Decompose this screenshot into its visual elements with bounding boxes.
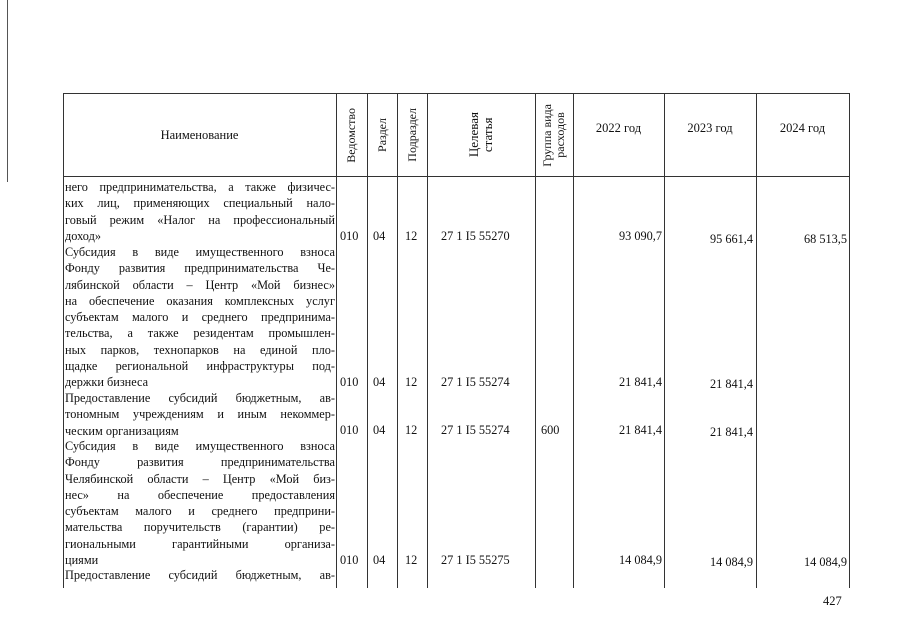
desc-line: субъектам малого и среднего предприни-: [65, 504, 335, 519]
row-0-description: [65, 179, 335, 244]
header-dept-text: Ведомство: [344, 107, 358, 163]
header-2022-text: 2022 год: [595, 121, 642, 135]
row-3-target: 27 1 I5 55275: [441, 553, 510, 567]
desc-line: Предоставление субсидий бюджетным, ав-: [65, 391, 335, 405]
row-1-dept: 010: [340, 375, 359, 389]
row-3-2024: 14 084,9: [803, 555, 847, 569]
row-3-dept: 010: [340, 553, 359, 567]
row-4-description: [65, 567, 335, 583]
row-2-2023: 21 841,4: [709, 425, 753, 439]
header-section: [367, 93, 397, 177]
desc-line: ких лиц, применяющих специальный нало-: [65, 196, 335, 211]
header-group-line1: Группа вида: [540, 103, 554, 167]
budget-table: [63, 93, 850, 588]
grid-line: [849, 93, 850, 588]
row-1-description: [65, 244, 335, 391]
row-1-2023: 21 841,4: [709, 377, 753, 391]
desc-line: доход»: [65, 228, 101, 243]
row-2-group: 600: [541, 423, 560, 437]
row-1-2022: 21 841,4: [618, 375, 662, 389]
row-3-2023: 14 084,9: [709, 555, 753, 569]
desc-line: Субсидия в виде имущественного взноса: [65, 439, 335, 453]
desc-line: ных парков, технопарков на единой пло-: [65, 342, 335, 357]
header-target: [427, 93, 535, 177]
row-2-2022: 21 841,4: [618, 423, 662, 437]
desc-line: циями: [65, 553, 99, 568]
row-1-section: 04: [373, 375, 386, 389]
page-number: 427: [823, 594, 842, 608]
desc-line: нес» на обеспечение предоставления: [65, 487, 335, 502]
desc-line: щадке региональной инфраструктуры под-: [65, 359, 335, 374]
desc-line: Фонду развития предпринимательства: [65, 455, 335, 470]
header-2023: [664, 93, 756, 177]
row-0-subsection: 12: [405, 229, 418, 243]
row-0-2023: 95 661,4: [709, 232, 753, 246]
header-section-text: Раздел: [374, 118, 389, 152]
row-1-subsection: 12: [405, 375, 418, 389]
header-group: [535, 93, 573, 177]
desc-line: ческим организациям: [65, 423, 179, 438]
desc-line: гиональными гарантийными организа-: [65, 536, 335, 551]
desc-line: субъектам малого и среднего предпринима-: [65, 310, 335, 325]
header-target-line2: статья: [480, 117, 495, 153]
desc-line: держки бизнеса: [65, 375, 149, 390]
desc-line: Челябинской области – Центр «Мой биз-: [65, 471, 335, 486]
binding-margin-line: [7, 0, 8, 182]
row-3-description: [65, 438, 335, 568]
row-1-target: 27 1 I5 55274: [441, 375, 510, 389]
row-0-2022: 93 090,7: [618, 229, 662, 243]
header-2024-text: 2024 год: [779, 121, 826, 135]
desc-line: лябинской области – Центр «Мой бизнес»: [65, 277, 335, 292]
desc-line: Предоставление субсидий бюджетным, ав-: [65, 568, 335, 582]
row-2-description: [65, 390, 335, 439]
header-group-line2: расходов: [553, 112, 567, 158]
header-name-text: Наименование: [160, 127, 239, 142]
header-2022: [573, 93, 664, 177]
row-3-section: 04: [373, 553, 386, 567]
row-0-dept: 010: [340, 229, 359, 243]
row-2-section: 04: [373, 423, 386, 437]
header-target-line1: Целевая: [466, 112, 481, 158]
header-2024: [756, 93, 849, 177]
row-0-2024: 68 513,5: [803, 232, 847, 246]
desc-line: говый режим «Налог на профессиональный: [65, 212, 335, 227]
row-2-target: 27 1 I5 55274: [441, 423, 510, 437]
header-group-text: [541, 104, 567, 167]
desc-line: него предпринимательства, а также физичес-: [65, 180, 335, 194]
desc-line: Субсидия в виде имущественного взноса: [65, 245, 335, 259]
header-dept: [336, 93, 367, 177]
row-2-subsection: 12: [405, 423, 418, 437]
desc-line: Фонду развития предпринимательства Че-: [65, 261, 335, 276]
desc-line: тельства, а также резидентам промышлен-: [65, 326, 335, 341]
row-0-section: 04: [373, 229, 386, 243]
desc-line: тономным учреждениям и иным некоммер-: [65, 407, 335, 422]
desc-line: на обеспечение оказания комплексных услуг: [65, 293, 335, 308]
header-2023-text: 2023 год: [687, 121, 733, 135]
row-2-dept: 010: [340, 423, 359, 437]
header-subsection-text: Подраздел: [404, 108, 419, 162]
desc-line: мательства поручительств (гарантии) ре-: [65, 520, 335, 535]
row-3-2022: 14 084,9: [618, 553, 662, 567]
row-0-target: 27 1 I5 55270: [441, 229, 510, 243]
header-subsection: [397, 93, 427, 177]
header-name: [63, 93, 336, 177]
row-3-subsection: 12: [405, 553, 418, 567]
header-target-text: [467, 112, 495, 157]
